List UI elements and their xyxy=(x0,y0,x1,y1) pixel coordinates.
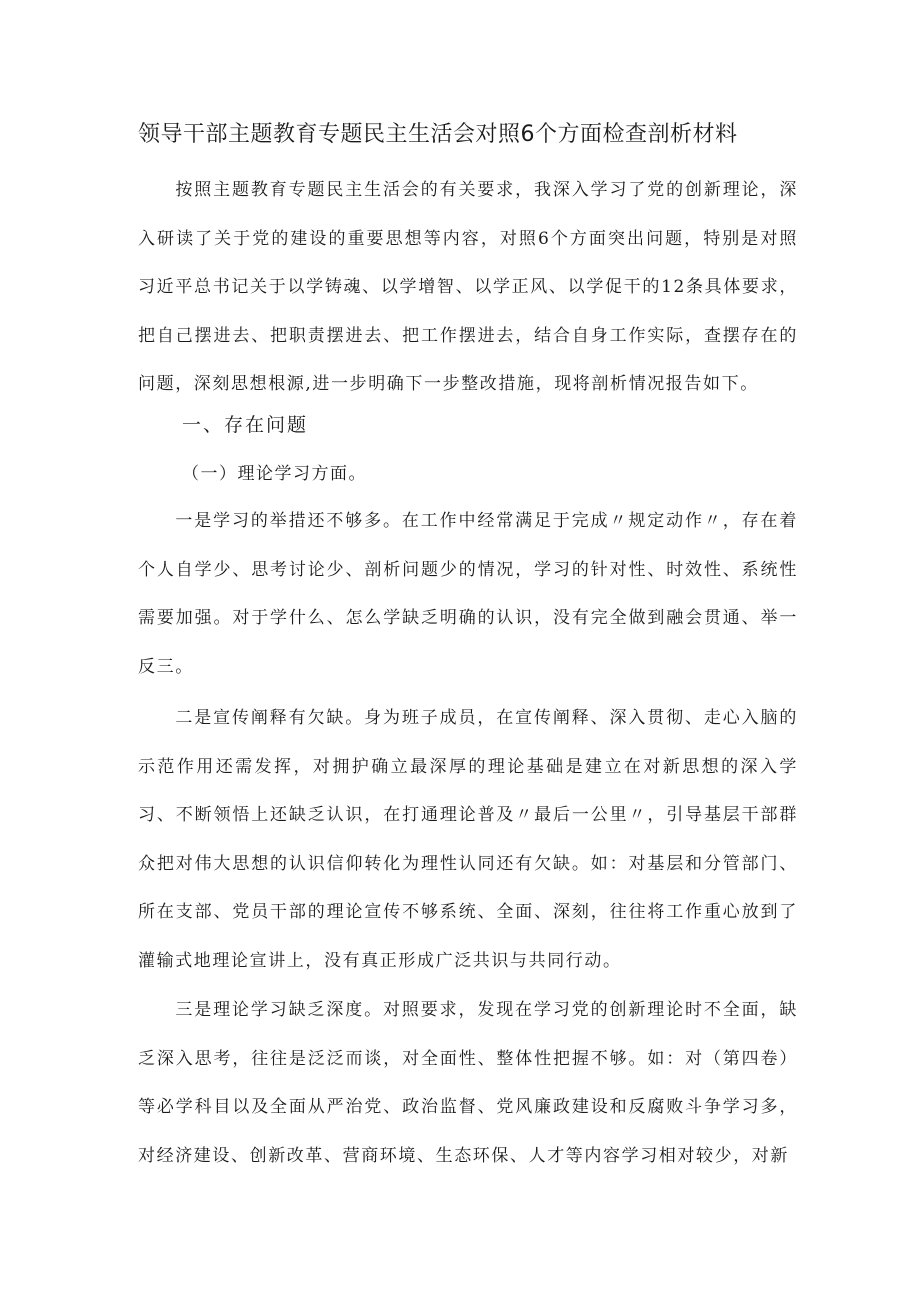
document-title: 领导干部主题教育专题民主生活会对照6个方面检查剖析材料 xyxy=(138,122,738,147)
paragraph-3: 三是理论学习缺乏深度。对照要求，发现在学习党的创新理论时不全面，缺乏深入思考，往往是泛泛而谈，对全面性、整体性把握不够。如：对（第四卷）等必学科目以及全面从严治党、政治监督、党风廉政建设和反腐败斗争学习多，对经济建设、创新改革、营商环境、生态环保、人才等内容学习相对较少，对新 xyxy=(138,1000,798,1166)
subsection-heading: （一）理论学习方面。 xyxy=(182,464,367,484)
paragraph-2: 二是宣传阐释有欠缺。身为班子成员，在宣传阐释、深入贯彻、走心入脑的示范作用还需发挥，对拥护确立最深厚的理论基础是建立在对新思想的深入学习、不断领悟上还缺乏认识，在打通理论普及〃最后一公里〃，引导基层干部群众把对伟大思想的认识信仰转化为理性认同还有欠缺。如：对基层和分管部门、所在支部、党员干部的理论宣传不够系统、全面、深刻，往往将工作重心放到了灌输式地理论宣讲上，没有真正形成广泛共识与共同行动。 xyxy=(138,708,798,971)
paragraph-1: 一是学习的举措还不够多。在工作中经常满足于完成〃规定动作〃，存在着个人自学少、思考讨论少、剖析问题少的情况，学习的针对性、时效性、系统性需要加强。对于学什么、怎么学缺乏明确的认识，没有完全做到融会贯通、举一反三。 xyxy=(138,511,798,677)
intro-paragraph: 按照主题教育专题民主生活会的有关要求，我深入学习了党的创新理论，深入研读了关于党的建设的重要思想等内容，对照6个方面突出问题，特别是对照习近平总书记关于以学铸魂、以学增智、以学正风、以学促干的12条具体要求，把自己摆进去、把职责摆进去、把工作摆进去，结合自身工作实际，查摆存在的问题，深刻思想根源,进一步明确下一步整改措施，现将剖析情况报告如下。 xyxy=(138,180,798,394)
section-heading: 一、存在问题 xyxy=(182,414,309,436)
